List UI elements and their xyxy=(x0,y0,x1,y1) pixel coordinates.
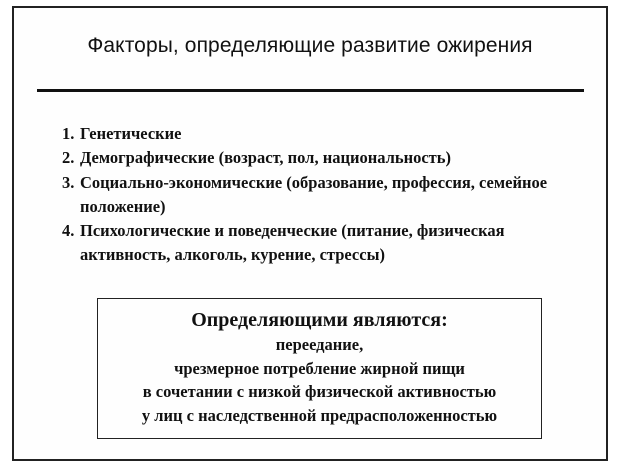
list-item-text: Демографические (возраст, пол, национальность) xyxy=(80,148,452,168)
slide xyxy=(12,6,608,461)
list-item-text: Генетические xyxy=(80,124,182,143)
list-item-text: Психологические и поведенческие (питание, физическая активность, алкоголь, курение, стрессы) xyxy=(80,221,505,265)
slide-title: Факторы, определяющие развитие ожирения xyxy=(87,34,533,57)
list-item-number: 4. xyxy=(62,221,75,241)
list-item-number: 2. xyxy=(62,148,75,168)
title-divider xyxy=(37,89,584,92)
factors-list xyxy=(62,122,582,268)
box-line: переедание, xyxy=(275,335,364,354)
box-line: у лиц с наследственной предрасположенностью xyxy=(141,405,498,425)
list-item-number: 1. xyxy=(62,124,75,143)
list-item-number: 3. xyxy=(62,172,75,192)
list-item xyxy=(62,122,582,146)
list-item xyxy=(62,171,582,220)
list-item xyxy=(62,219,582,268)
box-heading: Определяющими являются: xyxy=(191,309,448,331)
determining-factors-box xyxy=(97,298,542,439)
box-line: в сочетании с низкой физической активностью xyxy=(142,382,497,401)
box-line: чрезмерное потребление жирной пищи xyxy=(174,358,465,378)
list-item xyxy=(62,146,582,170)
list-item-text: Социально-экономические (образование, профессия, семейное положение) xyxy=(80,172,548,216)
